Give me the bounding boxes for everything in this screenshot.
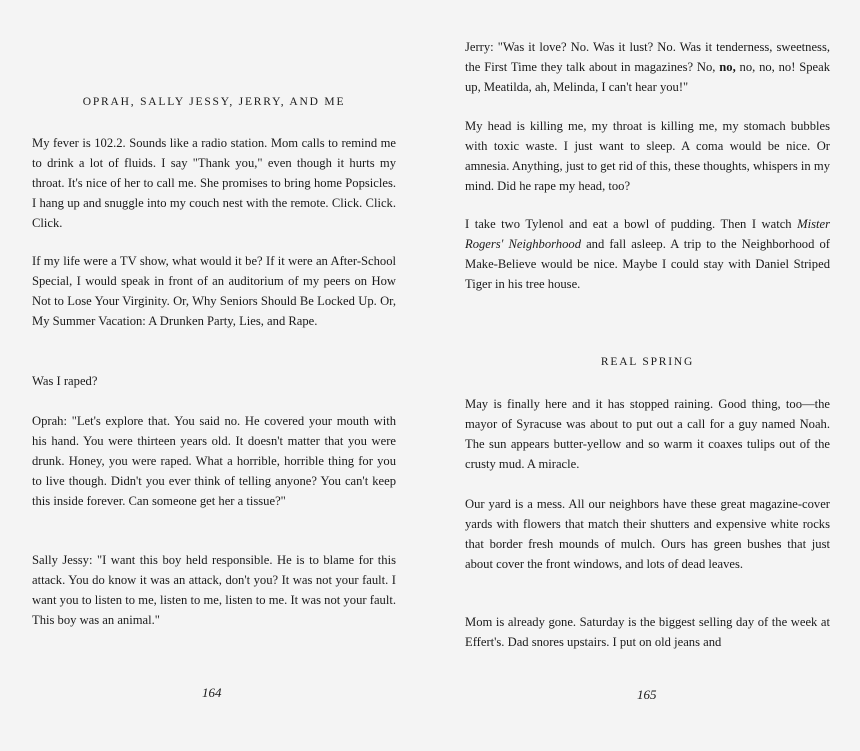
chapter-heading: OPRAH, SALLY JESSY, JERRY, AND ME <box>82 96 346 108</box>
text-span: and fall asleep. A trip to the Neighborhood of Make-Believe would be nice. Maybe I could stay with Daniel Striped Tiger in his tree house. <box>465 237 830 291</box>
paragraph: Was I raped? <box>32 374 98 388</box>
page-number: 164 <box>202 685 222 700</box>
paragraph <box>465 214 830 294</box>
paragraph: May is finally here and it has stopped raining. Good thing, too—the mayor of Syracuse was about to put out a call for a guy named Noah. The sun appears butter-yellow and so warm it coaxes tulips out of the crusty mud. A miracle. <box>465 397 830 471</box>
text-span: no, no, no! Speak up, Meatilda, ah, Melinda, I can't hear you!" <box>465 60 830 94</box>
right-page <box>465 0 830 751</box>
bold-text: no, <box>719 60 736 74</box>
paragraph: Oprah: "Let's explore that. You said no. He covered your mouth with his hand. You were thirteen years old. It doesn't matter that you were drunk. Honey, you were raped. What a horrible, horrible thing for you to live though. Didn't you ever think of telling anyone? You can't keep this inside forever. Can someone get her a tissue?" <box>32 414 396 508</box>
paragraph: If my life were a TV show, what would it be? If it were an After-School Special, I would speak in front of an auditorium of my peers on How Not to Lose Your Virginity. Or, Why Seniors Should Be Locked Up. Or, My Summer Vacation: A Drunken Party, Lies, and Rape. <box>32 254 396 328</box>
left-page <box>32 0 396 751</box>
text-span: Jerry: "Was it love? No. Was it lust? No. Was it tenderness, sweetness, the First Time they talk about in magazines? No, <box>465 40 830 74</box>
chapter-heading: REAL SPRING <box>600 356 695 368</box>
italic-title: Mister Rogers' Neighborhood <box>465 217 830 251</box>
page-number: 165 <box>637 687 657 702</box>
paragraph <box>465 37 830 97</box>
paragraph: Our yard is a mess. All our neighbors have these great magazine-cover yards with flowers that match their shutters and expensive white rocks that border fresh mounds of mulch. Ours has green bushes that just about cover the front windows, and lots of dead leaves. <box>465 497 830 571</box>
paragraph: My head is killing me, my throat is killing me, my stomach bubbles with toxic waste. I just want to sleep. A coma would be nice. Or amnesia. Anything, just to get rid of this, these thoughts, whispers in my mind. Did he rape my head, too? <box>465 119 830 193</box>
text-span: I take two Tylenol and eat a bowl of pudding. Then I watch <box>465 217 798 231</box>
paragraph: Mom is already gone. Saturday is the biggest selling day of the week at Effert's. Dad snores upstairs. I put on old jeans and <box>465 615 830 649</box>
paragraph: Sally Jessy: "I want this boy held responsible. He is to blame for this attack. You do know it was an attack, don't you? It was not your fault. I want you to listen to me, listen to me, listen to me. It was not your fault. This boy was an animal." <box>32 553 396 627</box>
paragraph: My fever is 102.2. Sounds like a radio station. Mom calls to remind me to drink a lot of fluids. I say "Thank you," even though it hurts my throat. It's nice of her to call me. She promises to bring home Popsicles. I hang up and snuggle into my couch nest with the remote. Click. Click. Click. <box>32 136 396 230</box>
